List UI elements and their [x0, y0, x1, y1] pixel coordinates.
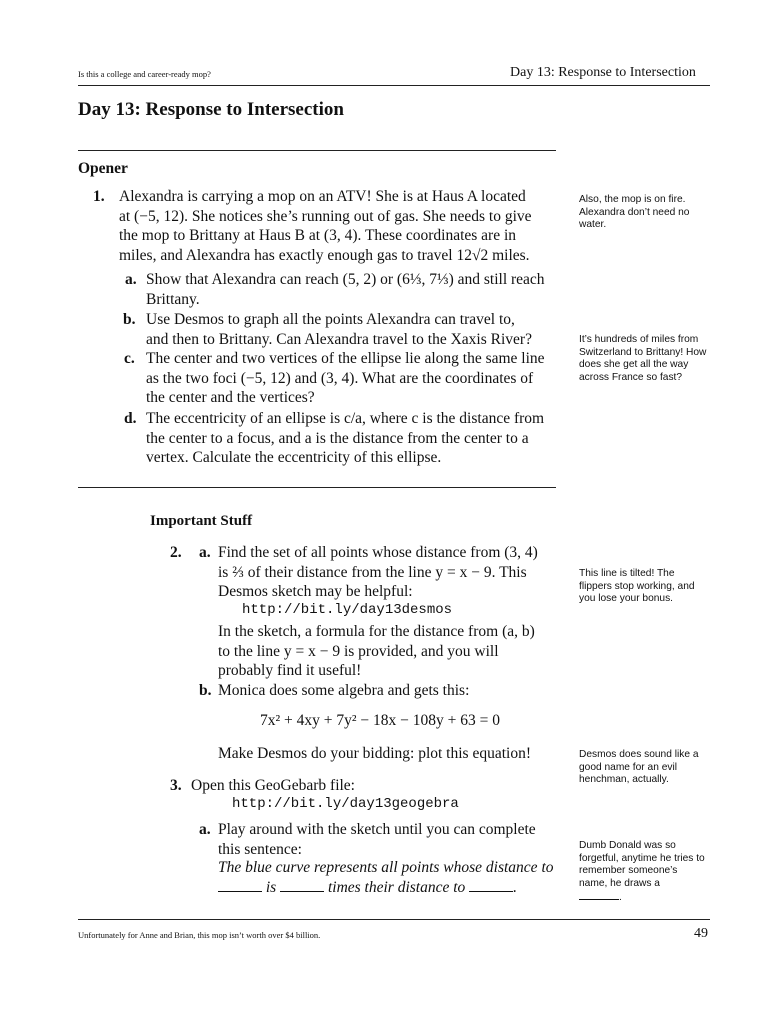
blank-1[interactable]	[218, 879, 262, 892]
margin-note-brittany: It’s hundreds of miles from Switzerland to Brittany! How does she get all the way across France so fast?	[579, 334, 707, 383]
conic-equation: 7x² + 4xy + 7y² − 18x − 108y + 63 = 0	[260, 712, 500, 729]
blank-2[interactable]	[280, 879, 324, 892]
footer-text: Unfortunately for Anne and Brian, this mop isn’t worth over $4 billion.	[78, 930, 321, 940]
margin-note-donald: Dumb Donald was so forgetful, anytime he tries to remember someone’s name, he draws a .	[579, 840, 705, 904]
desmos-link[interactable]: http://bit.ly/day13desmos	[242, 602, 453, 618]
question-1b-text: Use Desmos to graph all the points Alexandra can travel to, and then to Brittany. Can Alexandra travel to the Xaxis River?	[146, 311, 532, 348]
question-1-number: 1.	[93, 188, 105, 205]
question-2a-text-continued: In the sketch, a formula for the distance from (a, b) to the line y = x − 9 is provided, and you will probably find it useful!	[218, 623, 535, 680]
margin-note-fire: Also, the mop is on fire. Alexandra don’t need no water.	[579, 194, 690, 231]
question-3-number: 3.	[170, 777, 182, 794]
important-heading: Important Stuff	[150, 513, 253, 529]
section-divider-middle	[78, 487, 556, 488]
page-title: Day 13: Response to Intersection	[78, 99, 344, 120]
question-2b-text: Monica does some algebra and gets this:	[218, 682, 470, 699]
geogebra-link[interactable]: http://bit.ly/day13geogebra	[232, 796, 459, 812]
question-1b-label: b.	[123, 311, 136, 328]
fill-in-sentence: The blue curve represents all points whose distance to is times their distance to .	[218, 859, 554, 896]
question-1a-label: a.	[125, 271, 137, 288]
question-2b-label: b.	[199, 682, 212, 699]
question-2a-text: Find the set of all points whose distance from (3, 4) is ⅔ of their distance from the line y = x − 9. This Desmos sketch may be helpful:	[218, 544, 538, 601]
question-3-text: Open this GeoGebarb file:	[191, 777, 355, 794]
footer-rule	[78, 919, 710, 920]
question-3a-text: Play around with the sketch until you can complete this sentence:	[218, 821, 536, 858]
running-header-left: Is this a college and career-ready mop?	[78, 69, 211, 79]
opener-heading: Opener	[78, 160, 128, 177]
margin-note-tilted: This line is tilted! The flippers stop working, and you lose your bonus.	[579, 568, 695, 605]
header-rule	[78, 85, 710, 86]
question-1-text: Alexandra is carrying a mop on an ATV! She is at Haus A located at (−5, 12). She notices she’s running out of gas. She needs to give the mop to Brittany at Haus B at (3, 4). These coordinates are in miles, and Alexandra has exactly enough gas to travel 12√2 miles.	[119, 188, 532, 265]
question-2a-label: a.	[199, 544, 211, 561]
plot-instruction: Make Desmos do your bidding: plot this equation!	[218, 745, 531, 762]
blank-3[interactable]	[469, 879, 513, 892]
section-divider-top	[78, 150, 556, 151]
question-1d-text: The eccentricity of an ellipse is c/a, where c is the distance from the center to a focus, and a is the distance from the center to a vertex. Calculate the eccentricity of this ellipse.	[146, 410, 545, 467]
page-number: 49	[694, 926, 708, 941]
question-2-number: 2.	[170, 544, 182, 561]
question-1c-label: c.	[124, 350, 135, 367]
question-1c-text: The center and two vertices of the ellipse lie along the same line as the two foci (−5, 12) and (3, 4). What are the coordinates of the center and the vertices?	[146, 350, 545, 407]
question-1d-label: d.	[124, 410, 137, 427]
running-header-right: Day 13: Response to Intersection	[510, 65, 696, 80]
question-1a-text: Show that Alexandra can reach (5, 2) or (6⅓, 7⅓) and still reach Brittany.	[146, 271, 545, 308]
margin-note-desmos: Desmos does sound like a good name for an evil henchman, actually.	[579, 749, 699, 786]
question-3a-label: a.	[199, 821, 211, 838]
